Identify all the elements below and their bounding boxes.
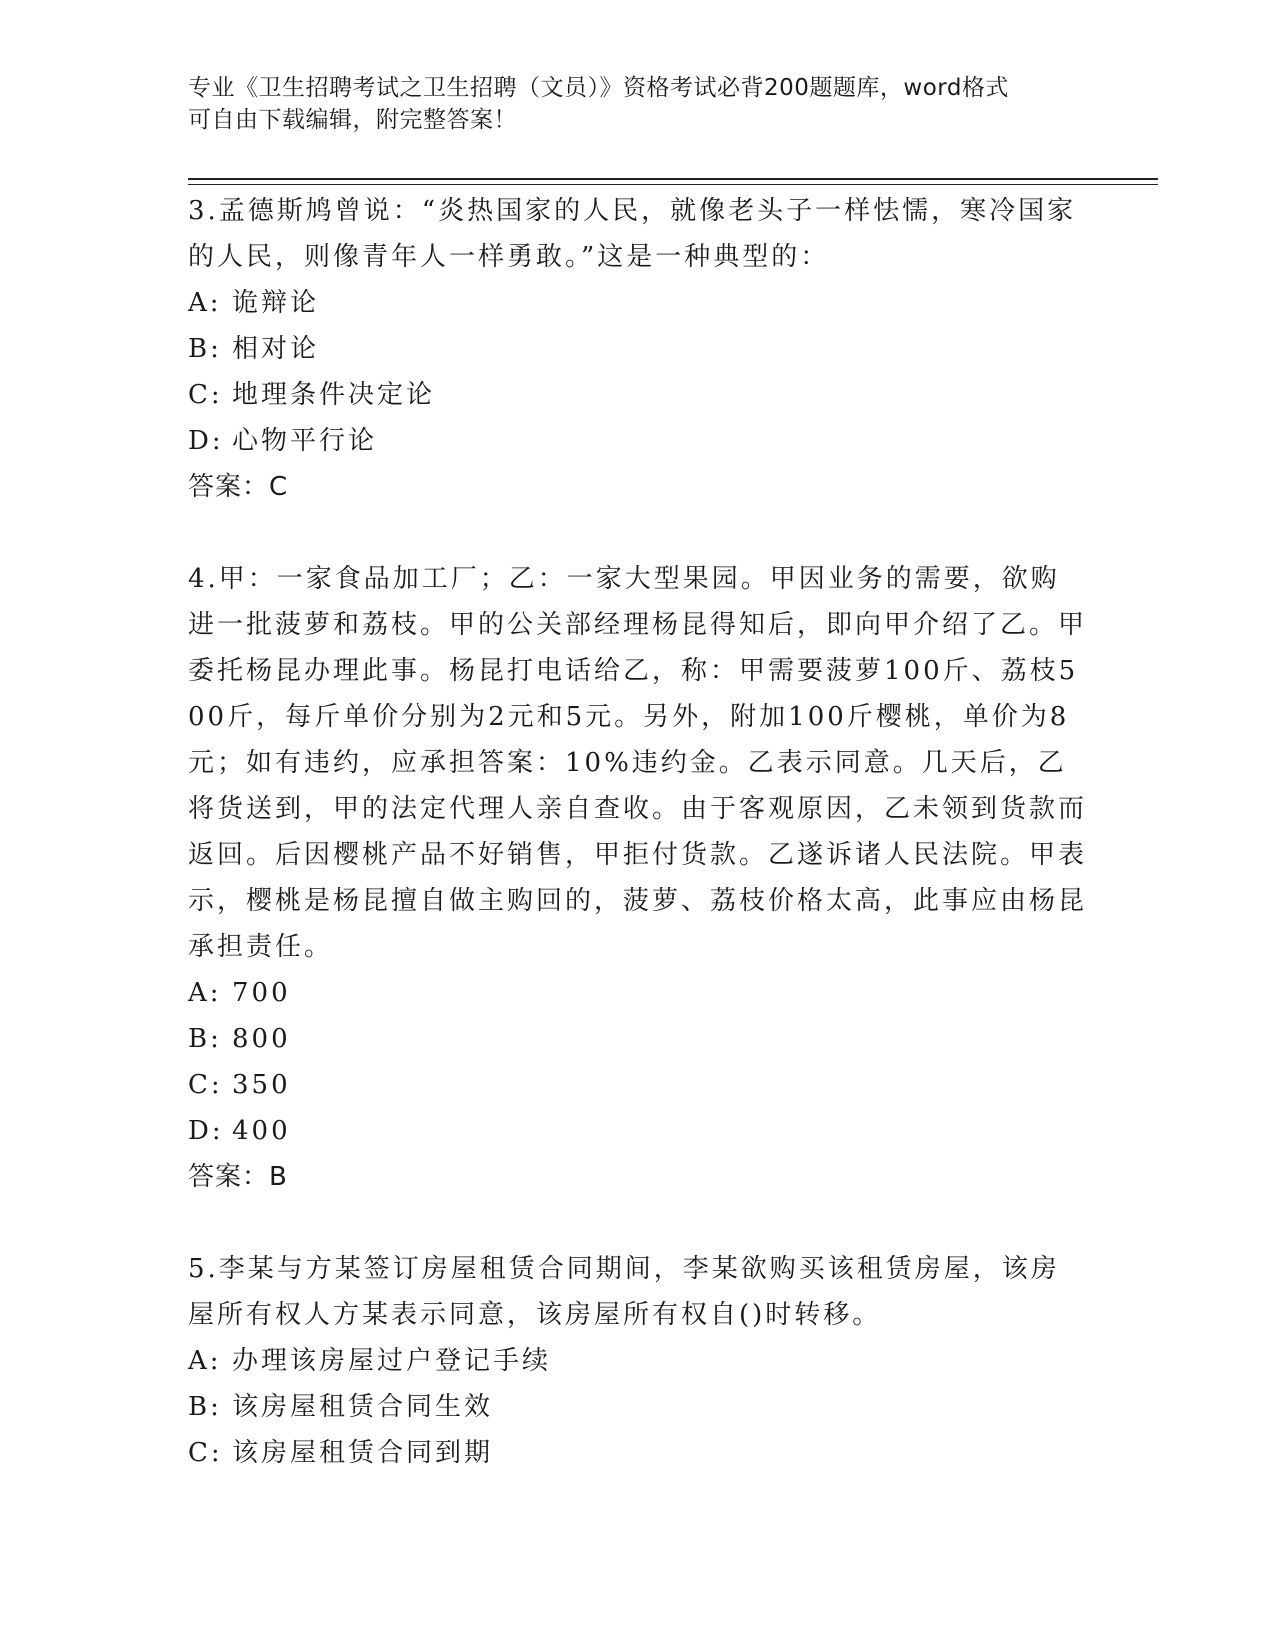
option-a [188, 970, 1088, 1016]
option-key: C: [188, 1070, 223, 1100]
option-b [188, 326, 1088, 372]
option-key: B: [188, 1024, 222, 1054]
question-text: 4.甲：一家食品加工厂；乙：一家大型果园。甲因业务的需要，欲购进一批菠萝和荔枝。甲的公关部经理杨昆得知后，即向甲介绍了乙。甲委托杨昆办理此事。杨昆打电话给乙，称：甲需要菠萝100斤、荔枝500斤，每斤单价分别为2元和5元。另外，附加100斤樱桃，单价为8元；如有违约，应承担答案：10%违约金。乙表示同意。几天后，乙将货送到，甲的法定代理人亲自查收。由于客观原因，乙未领到货款而返回。后因樱桃产品不好销售，甲拒付货款。乙遂诉诸人民法院。甲表示，樱桃是杨昆擅自做主购回的，菠萝、荔枝价格太高，此事应由杨昆承担责任。 [188, 564, 1088, 962]
option-text: 该房屋租赁合同到期 [232, 1438, 494, 1468]
option-b [188, 1384, 1088, 1430]
option-a [188, 1338, 1088, 1384]
option-key: C: [188, 380, 223, 410]
option-text: 心物平行论 [232, 426, 378, 456]
option-d [188, 1108, 1088, 1154]
option-text: 800 [232, 1024, 291, 1054]
question-text: 3.孟德斯鸠曾说：“炎热国家的人民，就像老头子一样怯懦，寒冷国家的人民，则像青年人一样勇敢。”这是一种典型的： [188, 196, 1077, 272]
option-text: 地理条件决定论 [232, 380, 436, 410]
header-divider-thin [188, 184, 1158, 185]
question-3 [188, 188, 1088, 510]
option-key: A: [188, 978, 222, 1008]
question-text: 5.李某与方某签订房屋租赁合同期间，李某欲购买该租赁房屋，该房屋所有权人方某表示同意，该房屋所有权自()时转移。 [188, 1254, 1060, 1330]
answer-line: 答案：B [188, 1162, 288, 1192]
option-text: 办理该房屋过户登记手续 [232, 1346, 552, 1376]
header-line-1: 专业《卫生招聘考试之卫生招聘（文员）》资格考试必背200题题库，word格式 [188, 75, 1009, 101]
option-text: 700 [232, 978, 291, 1008]
option-key: B: [188, 334, 222, 364]
option-b [188, 1016, 1088, 1062]
document-header [188, 72, 1088, 136]
option-text: 相对论 [232, 334, 320, 364]
question-5 [188, 1246, 1088, 1476]
header-divider-thick [188, 178, 1158, 180]
option-key: C: [188, 1438, 223, 1468]
answer-line: 答案：C [188, 472, 289, 502]
option-text: 350 [232, 1070, 291, 1100]
option-a [188, 280, 1088, 326]
option-key: A: [188, 1346, 222, 1376]
option-d [188, 418, 1088, 464]
option-text: 400 [232, 1116, 291, 1146]
option-key: A: [188, 288, 222, 318]
option-c [188, 1062, 1088, 1108]
header-line-2: 可自由下载编辑，附完整答案！ [188, 107, 517, 133]
question-4 [188, 556, 1088, 1200]
option-key: D: [188, 1116, 224, 1146]
option-key: D: [188, 426, 224, 456]
option-key: B: [188, 1392, 222, 1422]
option-text: 诡辩论 [232, 288, 320, 318]
option-text: 该房屋租赁合同生效 [232, 1392, 494, 1422]
questions-container [188, 188, 1088, 1522]
option-c [188, 1430, 1088, 1476]
option-c [188, 372, 1088, 418]
